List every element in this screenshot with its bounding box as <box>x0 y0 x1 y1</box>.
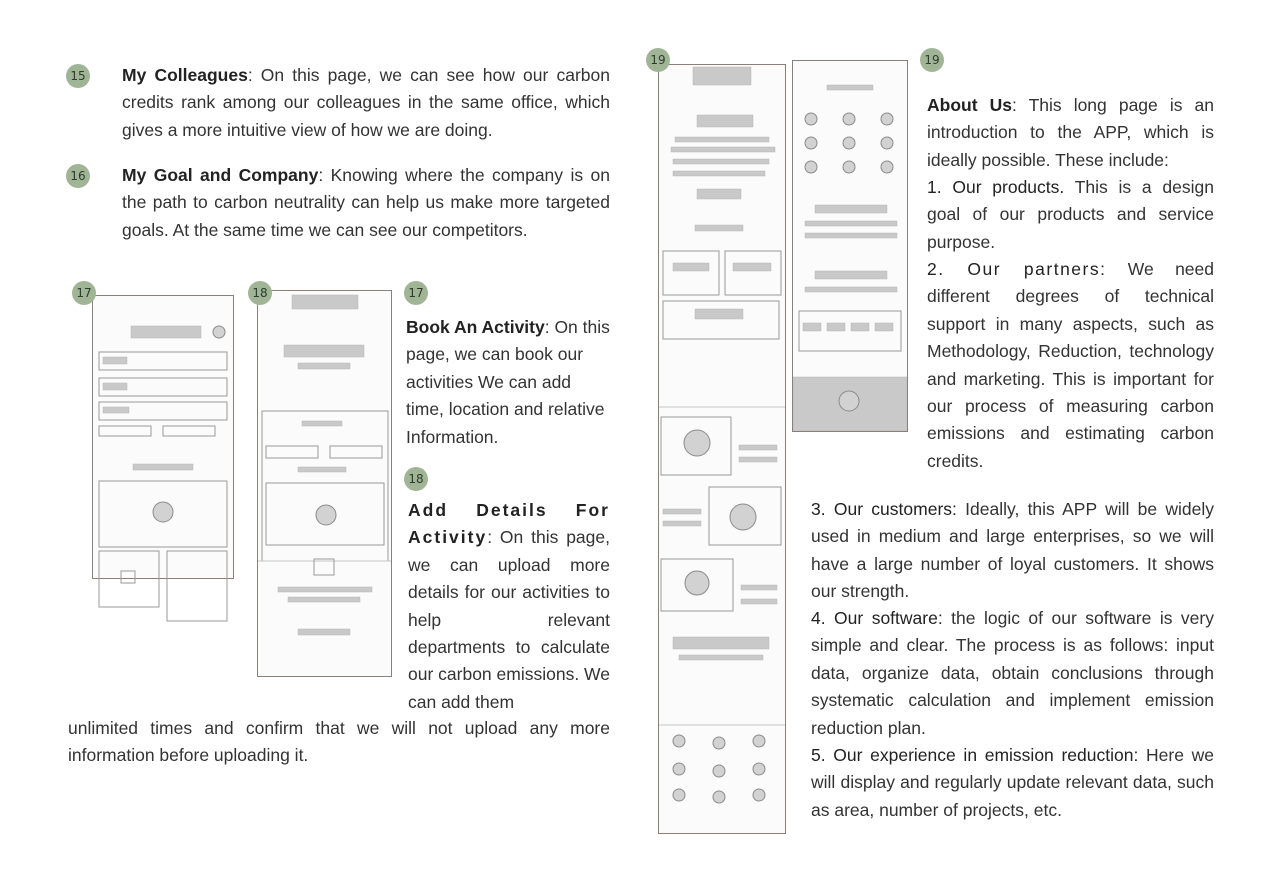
heading-book-activity: Book An Activity <box>406 317 545 337</box>
wireframe-sketch-about-us-long <box>658 64 786 834</box>
paragraph-my-goal <box>122 162 610 244</box>
text-about-us: : This long page is an introduction to the APP, which is ideally possible. These include: <box>927 95 1214 170</box>
wireframe-sketch-book-activity <box>92 295 234 579</box>
heading-our-experience: 5. Our experience in emission reduction: <box>811 745 1139 765</box>
text-our-partners: We need different degrees of technical support in many aspects, such as Methodology, Reduction, technology and marketing. This is important for our process of measuring carbon emissions and estimating carbon credits. <box>927 259 1214 471</box>
paragraph-add-details <box>408 497 610 716</box>
paragraph-book-activity <box>406 314 610 451</box>
paragraph-add-details-continued: unlimited times and confirm that we will not upload any more information before uploading it. <box>68 718 610 766</box>
number-badge-sketch-18: 18 <box>248 281 272 305</box>
text-our-customers: Ideally, this APP will be widely used in medium and large enterprises, so we will have a large number of loyal customers. It shows our strength. <box>811 499 1215 602</box>
heading-our-products: 1. Our products. <box>927 177 1065 197</box>
item-our-partners <box>927 256 1214 475</box>
number-badge-15: 15 <box>66 64 90 88</box>
number-badge-19: 19 <box>920 48 944 72</box>
text-our-software: the logic of our software is very simple and clear. The process is as follows: input data, organize data, obtain conclusions through systematic calculation and implement emission reduction plan. <box>811 608 1214 738</box>
text-my-colleagues: : On this page, we can see how our carbon credits rank among our colleagues in the same office, which gives a more intuitive view of how we are doing. <box>122 65 610 140</box>
text-my-goal: : Knowing where the company is on the path to carbon neutrality can help us make more targeted goals. At the same time we can see our competitors. <box>122 165 610 240</box>
heading-our-partners: 2. Our partners: <box>927 259 1107 279</box>
paragraph-about-us <box>927 92 1214 174</box>
item-our-products <box>927 174 1214 256</box>
number-badge-16: 16 <box>66 164 90 188</box>
item-our-experience <box>811 742 1214 824</box>
text-our-products: This is a design goal of our products and service purpose. <box>927 177 1214 252</box>
text-add-details: : On this page, we can upload more details for our activities to help relevant departments to calculate our carbon emissions. We can add them <box>408 527 610 712</box>
heading-our-software: 4. Our software: <box>811 608 943 628</box>
number-badge-sketch-17: 17 <box>72 281 96 305</box>
number-badge-sketch-19a: 19 <box>646 48 670 72</box>
item-our-customers <box>811 496 1214 606</box>
heading-about-us: About Us <box>927 95 1012 115</box>
heading-my-colleagues: My Colleagues <box>122 65 248 85</box>
wireframe-sketch-add-details <box>257 290 392 677</box>
paragraph-my-colleagues <box>122 62 610 144</box>
text-book-activity: : On this page, we can book our activities We can add time, location and relative Information. <box>406 317 610 447</box>
item-our-software <box>811 605 1214 742</box>
wireframe-sketch-about-us-partners <box>792 60 908 432</box>
text-our-experience: Here we will display and regularly update relevant data, such as area, number of projects, etc. <box>811 745 1214 820</box>
number-badge-18: 18 <box>404 467 428 491</box>
number-badge-17: 17 <box>404 281 428 305</box>
heading-my-goal: My Goal and Company <box>122 165 319 185</box>
heading-add-details: Add Details For Activity <box>408 500 610 548</box>
heading-our-customers: 3. Our customers: <box>811 499 957 519</box>
